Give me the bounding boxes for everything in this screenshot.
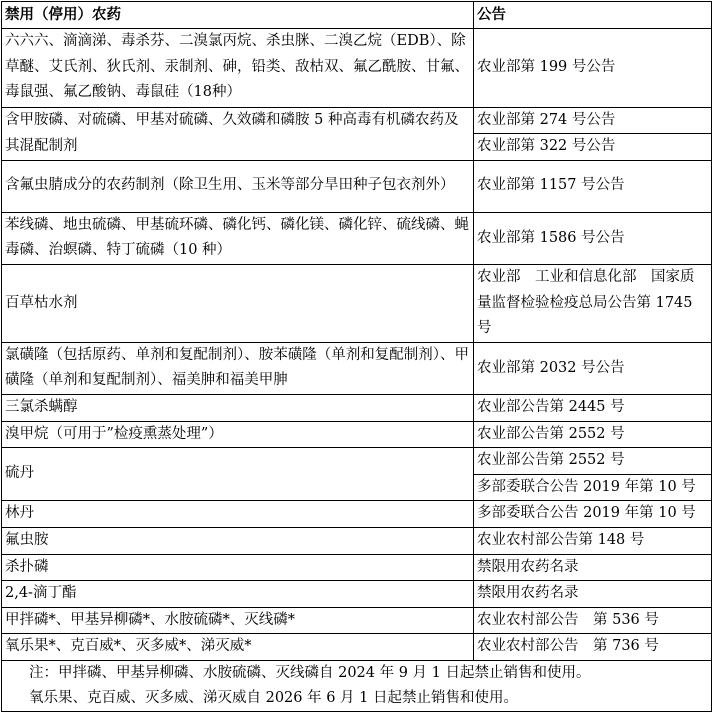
notice-cell: 农业部 工业和信息化部 国家质量监督检验检疫总局公告第 1745 号 bbox=[474, 264, 712, 342]
note-line-1: 注：甲拌磷、甲基异柳磷、水胺硫磷、灭线磷自 2024 年 9 月 1 日起禁止销售和使用。 bbox=[29, 664, 591, 681]
notice-cell: 农业部第 1157 号公告 bbox=[474, 160, 712, 212]
notice-cell: 多部委联合公告 2019 年第 10 号 bbox=[474, 474, 712, 501]
pesticides-cell: 含氟虫腈成分的农药制剂（除卫生用、玉米等部分旱田种子包衣剂外） bbox=[2, 160, 474, 212]
notice-cell: 农业部公告第 2552 号 bbox=[474, 421, 712, 448]
table-row bbox=[2, 634, 712, 661]
header-notice: 公告 bbox=[474, 2, 712, 29]
pesticides-cell: 六六六、滴滴涕、毒杀芬、二溴氯丙烷、杀虫脒、二溴乙烷（EDB）、除草醚、艾氏剂、狄氏剂、汞制剂、砷，铅类、敌枯双、氟乙酰胺、甘氟、毒鼠强、氟乙酸钠、毒鼠硅（18种） bbox=[2, 28, 474, 107]
table-row bbox=[2, 501, 712, 528]
pesticides-cell: 溴甲烷（可用于”检疫熏蒸处理”） bbox=[2, 421, 474, 448]
table-row bbox=[2, 394, 712, 421]
table-row bbox=[2, 107, 712, 134]
pesticides-cell: 林丹 bbox=[2, 501, 474, 528]
pesticides-cell: 苯线磷、地虫硫磷、甲基硫环磷、磷化钙、磷化镁、磷化锌、硫线磷、蝇毒磷、治螟磷、特丁硫磷（10 种） bbox=[2, 212, 474, 264]
header-pesticides: 禁用（停用）农药 bbox=[2, 2, 474, 29]
pesticides-cell: 氯磺隆（包括原药、单剂和复配制剂）、胺苯磺隆（单剂和复配制剂）、甲磺隆（单剂和复配制剂）、福美胂和福美甲胂 bbox=[2, 342, 474, 394]
notice-cell: 禁限用农药名录 bbox=[474, 581, 712, 608]
table-note-row bbox=[2, 660, 712, 711]
pesticides-cell: 氧乐果*、克百威*、灭多威*、涕灭威* bbox=[2, 634, 474, 661]
notice-cell: 农业部公告第 2445 号 bbox=[474, 394, 712, 421]
notice-cell: 农业部第 199 号公告 bbox=[474, 28, 712, 107]
table-note bbox=[2, 660, 712, 711]
notice-cell: 农业部第 274 号公告 bbox=[474, 107, 712, 134]
table-row bbox=[2, 554, 712, 581]
table-row bbox=[2, 264, 712, 342]
notice-cell: 农业农村部公告第 148 号 bbox=[474, 527, 712, 554]
notice-cell: 农业农村部公告 第 536 号 bbox=[474, 607, 712, 634]
pesticides-cell: 氟虫胺 bbox=[2, 527, 474, 554]
notice-cell: 农业部第 2032 号公告 bbox=[474, 342, 712, 394]
table-row bbox=[2, 28, 712, 107]
table-header-row bbox=[2, 2, 712, 29]
pesticides-cell: 2,4-滴丁酯 bbox=[2, 581, 474, 608]
note-line-2: 氧乐果、克百威、灭多威、涕灭威自 2026 年 6 月 1 日起禁止销售和使用。 bbox=[29, 689, 519, 706]
banned-pesticides-table bbox=[1, 1, 712, 712]
table-row bbox=[2, 342, 712, 394]
notice-cell: 农业部第 1586 号公告 bbox=[474, 212, 712, 264]
pesticides-cell: 含甲胺磷、对硫磷、甲基对硫磷、久效磷和磷胺 5 种高毒有机磷农药及其混配制剂 bbox=[2, 107, 474, 160]
table-row bbox=[2, 448, 712, 475]
notice-cell: 农业农村部公告 第 736 号 bbox=[474, 634, 712, 661]
pesticides-cell: 百草枯水剂 bbox=[2, 264, 474, 342]
notice-cell: 农业部第 322 号公告 bbox=[474, 134, 712, 161]
notice-cell: 多部委联合公告 2019 年第 10 号 bbox=[474, 501, 712, 528]
table-row bbox=[2, 581, 712, 608]
pesticides-cell: 甲拌磷*、甲基异柳磷*、水胺硫磷*、灭线磷* bbox=[2, 607, 474, 634]
table-row bbox=[2, 212, 712, 264]
notice-cell: 农业部公告第 2552 号 bbox=[474, 448, 712, 475]
table-row bbox=[2, 527, 712, 554]
pesticides-cell: 硫丹 bbox=[2, 448, 474, 501]
table-row bbox=[2, 421, 712, 448]
table-row bbox=[2, 607, 712, 634]
pesticides-cell: 三氯杀螨醇 bbox=[2, 394, 474, 421]
table-row bbox=[2, 160, 712, 212]
notice-cell: 禁限用农药名录 bbox=[474, 554, 712, 581]
pesticides-cell: 杀扑磷 bbox=[2, 554, 474, 581]
